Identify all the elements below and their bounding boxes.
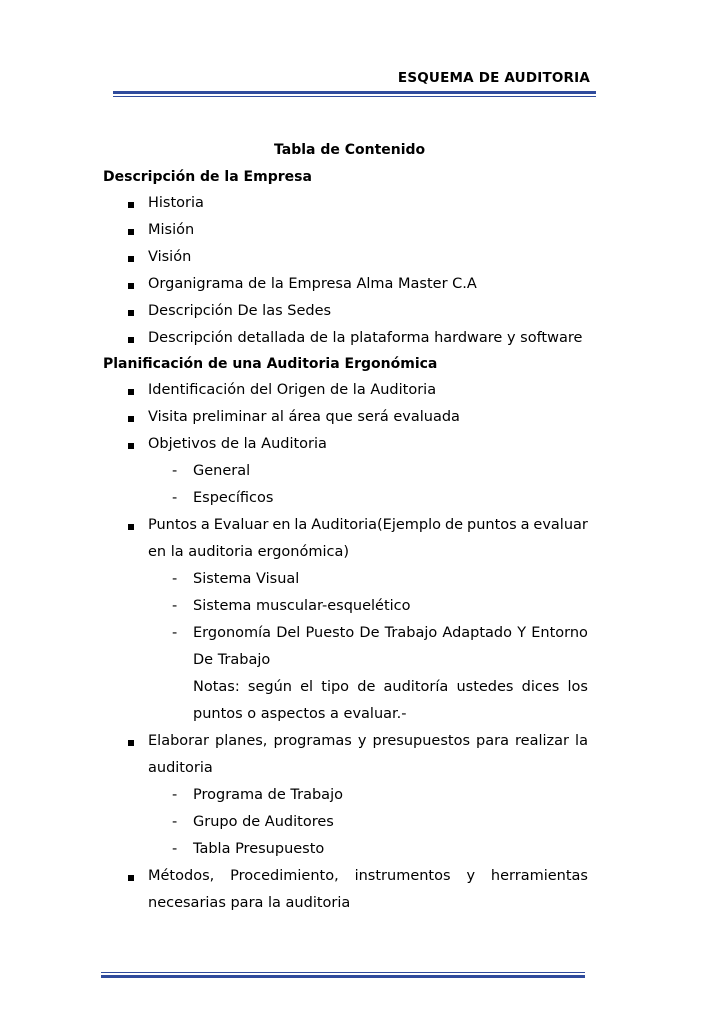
- dash-marker: -: [172, 841, 178, 857]
- word: y: [466, 868, 476, 884]
- word: puntos: [466, 517, 517, 533]
- bullet-icon: [128, 283, 134, 289]
- word: la: [294, 517, 308, 533]
- word: realizar: [515, 733, 569, 749]
- sub-item: Sistema Visual: [193, 571, 300, 587]
- sub-item: Tabla Presupuesto: [193, 841, 325, 857]
- bullet-icon: [128, 524, 134, 530]
- list-item-justified: [148, 733, 588, 749]
- word: Adaptado: [442, 625, 513, 641]
- list-item-justified: [148, 517, 588, 533]
- sub-item: Específicos: [193, 490, 274, 506]
- word: de: [357, 679, 376, 695]
- word: herramientas: [490, 868, 588, 884]
- dash-marker: -: [172, 463, 178, 479]
- notes-continuation: puntos o aspectos a evaluar.-: [193, 706, 407, 722]
- bullet-icon: [128, 229, 134, 235]
- word: Puntos: [148, 517, 197, 533]
- list-item: Objetivos de la Auditoria: [148, 436, 327, 452]
- sub-item: Sistema muscular-esquelético: [193, 598, 411, 614]
- word: Puesto: [305, 625, 355, 641]
- bullet-icon: [128, 337, 134, 343]
- bullet-icon: [128, 740, 134, 746]
- word: planes,: [215, 733, 268, 749]
- word: Del: [276, 625, 301, 641]
- dash-marker: -: [172, 787, 178, 803]
- word: Procedimiento,: [230, 868, 339, 884]
- sub-item-justified: [193, 625, 588, 641]
- word: De: [359, 625, 380, 641]
- list-item: Descripción detallada de la plataforma hardware y software: [148, 330, 583, 346]
- toc-title: Tabla de Contenido: [274, 142, 426, 158]
- word: ustedes: [456, 679, 514, 695]
- dash-marker: -: [172, 598, 178, 614]
- bullet-icon: [128, 310, 134, 316]
- notes-justified: [193, 679, 588, 695]
- word: en: [272, 517, 291, 533]
- bullet-icon: [128, 443, 134, 449]
- dash-marker: -: [172, 625, 178, 641]
- word: los: [567, 679, 588, 695]
- bullet-icon: [128, 256, 134, 262]
- list-item-continuation: auditoria: [148, 760, 213, 776]
- list-item: Historia: [148, 195, 204, 211]
- list-item-justified: [148, 868, 588, 884]
- word: dices: [521, 679, 560, 695]
- list-item-continuation: necesarias para la auditoria: [148, 895, 351, 911]
- section-title: Planificación de una Auditoria Ergonómica: [103, 356, 438, 372]
- word: para: [476, 733, 509, 749]
- word: instrumentos: [354, 868, 451, 884]
- word: Trabajo: [384, 625, 438, 641]
- dash-marker: -: [172, 571, 178, 587]
- word: evaluar: [533, 517, 588, 533]
- word: tipo: [321, 679, 350, 695]
- section-title: Descripción de la Empresa: [103, 169, 312, 185]
- word: Auditoria(Ejemplo: [311, 517, 442, 533]
- word: a: [200, 517, 210, 533]
- list-item: Organigrama de la Empresa Alma Master C.A: [148, 276, 477, 292]
- word: Evaluar: [213, 517, 269, 533]
- sub-item: Grupo de Auditores: [193, 814, 334, 830]
- bullet-icon: [128, 875, 134, 881]
- word: Entorno: [531, 625, 588, 641]
- word: Notas:: [193, 679, 240, 695]
- word: programas: [273, 733, 352, 749]
- list-item: Visión: [148, 249, 192, 265]
- word: y: [357, 733, 367, 749]
- word: presupuestos: [372, 733, 470, 749]
- dash-marker: -: [172, 490, 178, 506]
- dash-marker: -: [172, 814, 178, 830]
- word: Ergonomía: [193, 625, 272, 641]
- sub-item-continuation: De Trabajo: [193, 652, 271, 668]
- word: el: [300, 679, 314, 695]
- list-item: Identificación del Origen de la Auditoria: [148, 382, 437, 398]
- word: Métodos,: [148, 868, 215, 884]
- word: auditoría: [383, 679, 449, 695]
- word: de: [444, 517, 464, 533]
- list-item-continuation: en la auditoria ergonómica): [148, 544, 350, 560]
- bullet-icon: [128, 416, 134, 422]
- sub-item: General: [193, 463, 251, 479]
- bullet-icon: [128, 202, 134, 208]
- list-item: Descripción De las Sedes: [148, 303, 332, 319]
- word: según: [247, 679, 292, 695]
- list-item: Misión: [148, 222, 195, 238]
- header-title: ESQUEMA DE AUDITORIA: [397, 70, 590, 86]
- word: la: [575, 733, 588, 749]
- list-item: Visita preliminar al área que será evaluada: [148, 409, 460, 425]
- word: a: [520, 517, 530, 533]
- word: Elaborar: [148, 733, 209, 749]
- word: Y: [517, 625, 527, 641]
- sub-item: Programa de Trabajo: [193, 787, 343, 803]
- bullet-icon: [128, 389, 134, 395]
